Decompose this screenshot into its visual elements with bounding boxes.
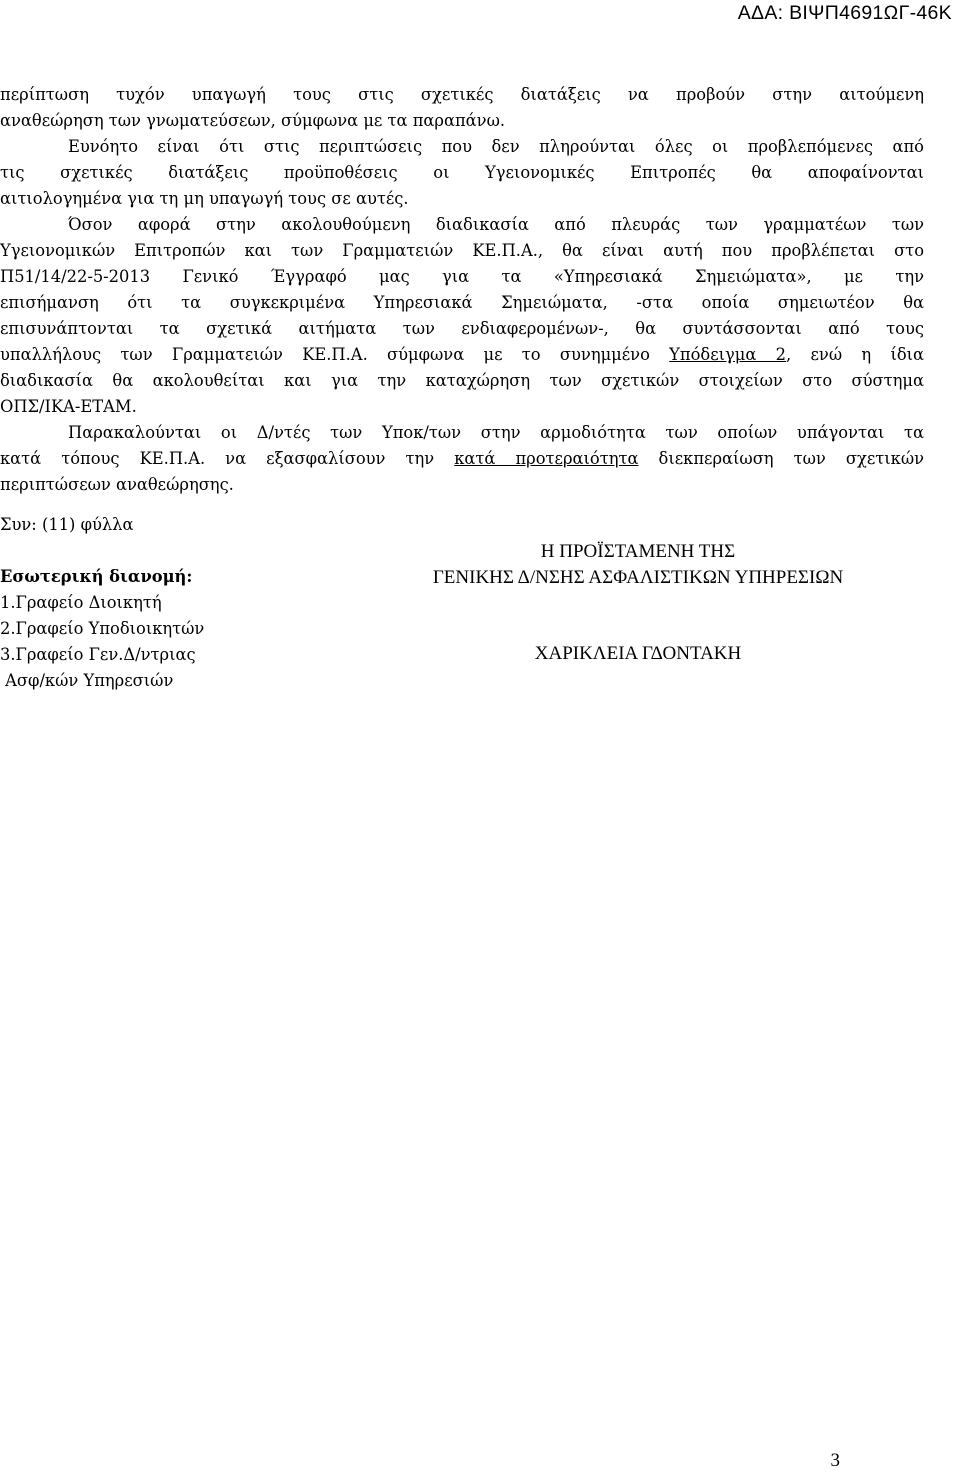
- body-line: περίπτωση τυχόν υπαγωγή τους στις σχετικές διατάξεις να προβούν στην αιτούμενη: [0, 85, 924, 104]
- distribution-heading: Εσωτερική διανομή:: [0, 567, 193, 586]
- signature-department: ΓΕΝΙΚΗΣ Δ/ΝΣΗΣ ΑΣΦΑΛΙΣΤΙΚΩΝ ΥΠΗΡΕΣΙΩΝ: [432, 567, 844, 588]
- body-line: επισυνάπτονται τα σχετικά αιτήματα των ενδιαφερομένων-, θα συντάσσονται από τους: [0, 319, 924, 338]
- body-line: ΟΠΣ/ΙΚΑ-ΕΤΑΜ.: [0, 397, 137, 416]
- body-text: υπαλλήλους των Γραμματειών ΚΕ.Π.Α. σύμφωνα με το συνημμένο: [0, 345, 670, 364]
- distribution-item: 2.Γραφείο Υποδιοικητών: [0, 619, 205, 638]
- body-line: [0, 446, 924, 472]
- distribution-item: Ασφ/κών Υπηρεσιών: [0, 671, 174, 690]
- body-line: Παρακαλούνται οι Δ/ντές των Υποκ/των στην αρμοδιότητα των οποίων υπάγονται τα: [68, 423, 924, 442]
- body-line: Ευνόητο είναι ότι στις περιπτώσεις που δεν πληρούνται όλες οι προβλεπόμενες από: [68, 137, 924, 156]
- body-line: διαδικασία θα ακολουθείται και για την καταχώρηση των σχετικών στοιχείων στο σύστημα: [0, 371, 924, 390]
- body-text: , ενώ η ίδια: [786, 345, 924, 364]
- distribution-item: 3.Γραφείο Γεν.Δ/ντριας: [0, 645, 196, 664]
- body-line: Υγειονομικών Επιτροπών και των Γραμματειών ΚΕ.Π.Α., θα είναι αυτή που προβλέπεται στο: [0, 241, 924, 260]
- template-2-link-text: Υπόδειγμα 2: [669, 345, 787, 364]
- body-text: διεκπεραίωση των σχετικών: [638, 449, 924, 468]
- attachments-note: Συν: (11) φύλλα: [0, 515, 134, 534]
- body-line: Όσον αφορά στην ακολουθούμενη διαδικασία από πλευράς των γραμματέων των: [68, 215, 924, 234]
- page-number: 3: [830, 1450, 840, 1471]
- priority-text: κατά προτεραιότητα: [454, 449, 639, 468]
- body-line: αιτιολογημένα για τη μη υπαγωγή τους σε αυτές.: [0, 189, 409, 208]
- body-line: Π51/14/22-5-2013 Γενικό Έγγραφό μας για τα «Υπηρεσιακά Σημειώματα», με την: [0, 267, 924, 286]
- body-line: επισήμανση ότι τα συγκεκριμένα Υπηρεσιακά Σημειώματα, -στα οποία σημειωτέον θα: [0, 293, 924, 312]
- body-line: [0, 342, 924, 368]
- signature-name: ΧΑΡΙΚΛΕΙΑ ΓΔΟΝΤΑΚΗ: [534, 643, 742, 664]
- body-line: τις σχετικές διατάξεις προϋποθέσεις οι Υγειονομικές Επιτροπές θα αποφαίνονται: [0, 163, 924, 182]
- body-text: κατά τόπους ΚΕ.Π.Α. να εξασφαλίσουν την: [0, 449, 455, 468]
- body-line: περιπτώσεων αναθεώρησης.: [0, 475, 234, 494]
- body-line: αναθεώρηση των γνωματεύσεων, σύμφωνα με τα παραπάνω.: [0, 111, 506, 130]
- ada-code: ΑΔΑ: ΒΙΨΠ4691ΩΓ-46Κ: [737, 2, 952, 24]
- distribution-item: 1.Γραφείο Διοικητή: [0, 593, 162, 612]
- signature-title: Η ΠΡΟΪΣΤΑΜΕΝΗ ΤΗΣ: [540, 541, 736, 562]
